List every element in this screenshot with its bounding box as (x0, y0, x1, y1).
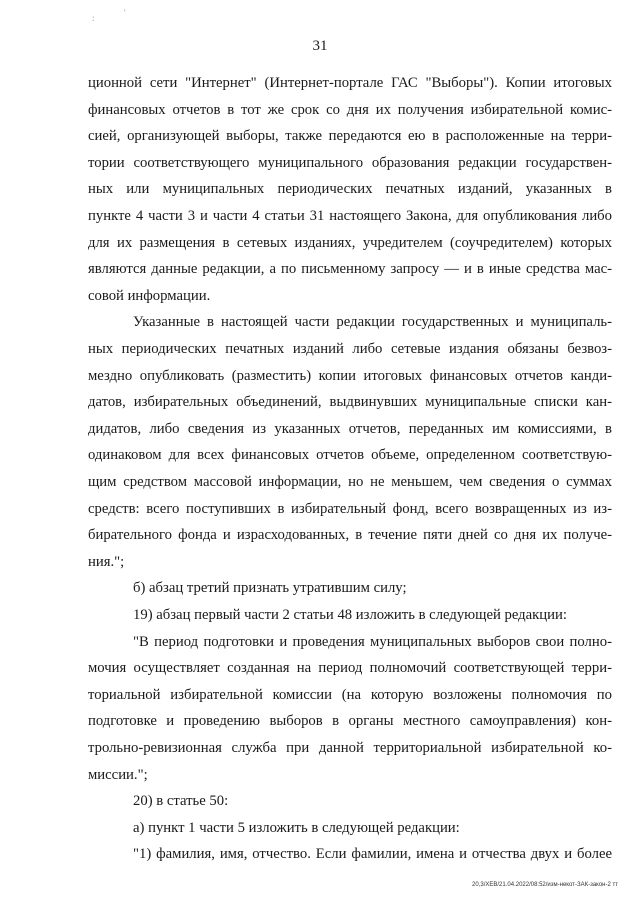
text-line: щим средством массовой информации, но не меньшем, чем сведения о суммах (88, 474, 612, 490)
text-line: мездно опубликовать (разместить) копии итоговых финансовых отчетов канди- (88, 367, 612, 384)
text-line: 19) абзац первый части 2 статьи 48 изложить в следующей редакции: (133, 607, 567, 623)
text-line: мочия осуществляет созданная на период полномочий соответствующей терри- (88, 660, 612, 677)
text-line: бирательного фонда и израсходованных, в течение пяти дней со дня их получе- (88, 527, 612, 544)
text-line: ционной сети "Интернет" (Интернет-портале ГАС "Выборы"). Копии итоговых (88, 75, 612, 91)
text-line: являются данные редакции, а по письменному запросу — и в иные средства мас- (88, 261, 612, 278)
text-line: тории соответствующего муниципального образования редакции государствен- (88, 154, 612, 171)
text-line: ториальной избирательной комиссии (на которую возложены полномочия по (88, 686, 612, 703)
scan-tick: ' (124, 8, 126, 18)
text-line: подготовке и проведению выборов в органы местного самоуправления) кон- (88, 713, 612, 730)
text-line: одинаковом для всех финансовых отчетов объеме, определенном соответствую- (88, 447, 612, 464)
text-line: Указанные в настоящей части редакции государственных и муниципаль- (133, 314, 612, 331)
text-line: дидатов, либо сведения из указанных отчетов, переданных им комиссиями, в (88, 420, 612, 437)
text-line: пункте 4 части 3 и части 4 статьи 31 настоящего Закона, для опубликования либо (88, 208, 612, 224)
text-line: "1) фамилия, имя, отчество. Если фамилии, имена и отчества двух и более (133, 846, 612, 863)
text-line: трольно-ревизионная служба при данной территориальной избирательной ко- (88, 740, 612, 756)
text-line: б) абзац третий признать утратившим силу; (133, 580, 407, 597)
text-line: а) пункт 1 части 5 изложить в следующей редакции: (133, 819, 460, 836)
text-line: датов, избирательных объединений, выдвинувших муниципальные списки кан- (88, 394, 612, 411)
text-line: ния."; (88, 553, 125, 570)
text-line: "В период подготовки и проведения муниципальных выборов свои полно- (133, 633, 612, 650)
text-line: средств: всего поступивших в избирательный фонд, всего возвращенных из из- (88, 500, 612, 517)
text-line: 20) в статье 50: (133, 793, 229, 810)
text-line: ных или муниципальных периодических печатных изданий, указанных в (88, 181, 612, 198)
text-line: для их размещения в сетевых изданиях, учредителем (соучредителем) которых (88, 234, 612, 251)
text-line: ных периодических печатных изданий либо сетевые издания обязаны безвоз- (88, 341, 612, 357)
footer-document-id: 20,3/ХЕВ/21.04.2022/08:52/изм-некот-ЗАК-закон-2 тт (472, 882, 618, 888)
text-line: сией, организующей выборы, также передаются ею в расположенные на терри- (88, 128, 612, 145)
scan-mark: : (92, 13, 95, 23)
text-line: совой информации. (88, 287, 211, 304)
page-number: 31 (312, 38, 328, 54)
text-line: финансовых отчетов в тот же срок со дня их получения избирательной комис- (88, 101, 612, 118)
text-line: миссии."; (88, 766, 148, 783)
